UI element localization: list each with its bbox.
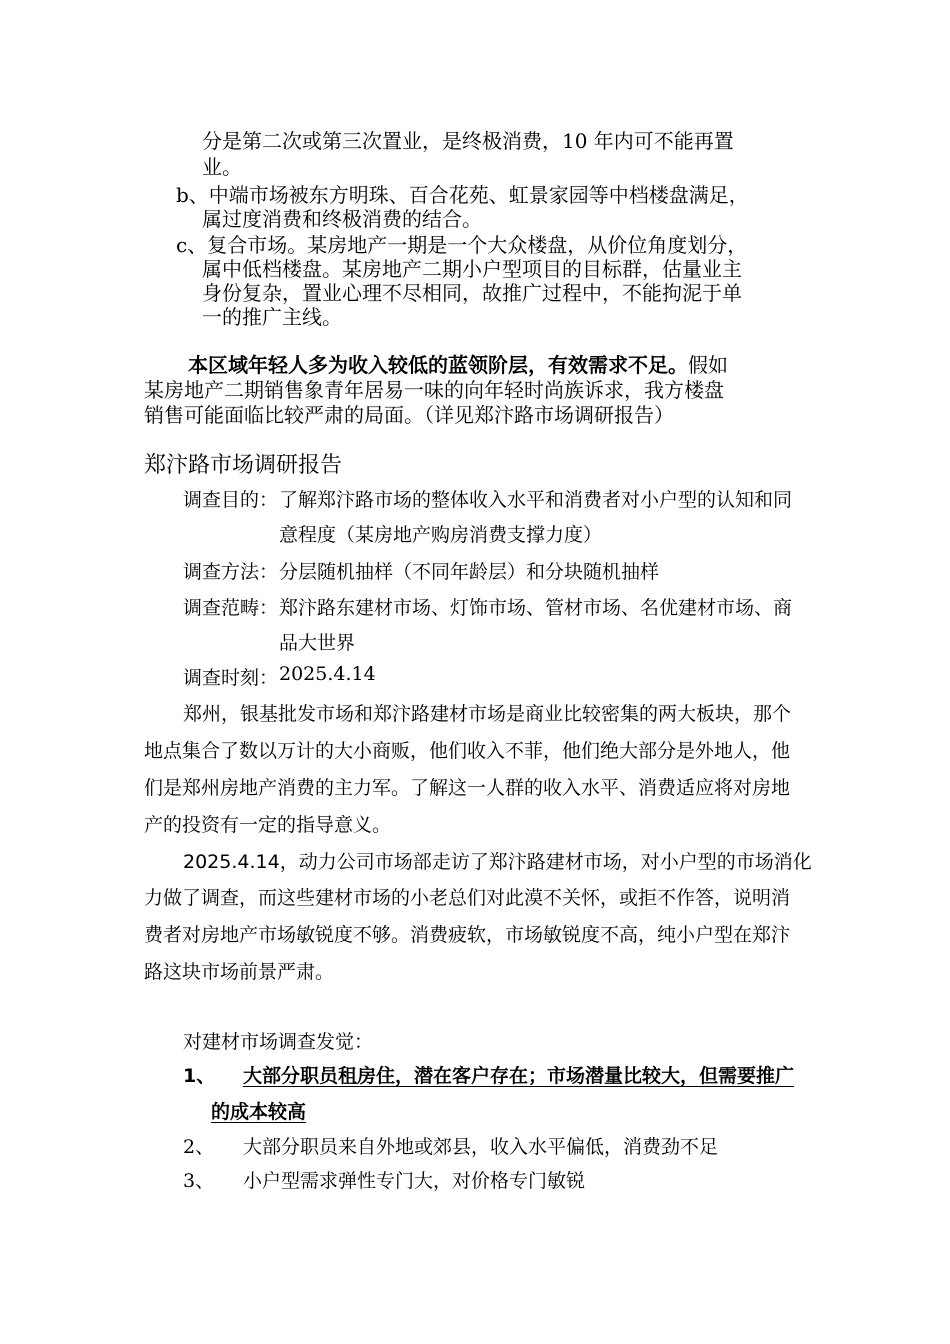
summary-bold-statement: 本区域年轻人多为收入较低的蓝领阶层，有效需求不足。: [188, 353, 688, 377]
finding-1-continuation: 的成本较高: [211, 1101, 307, 1123]
finding-3-text: 小户型需求弹性专门大，对价格专门敏锐: [243, 1170, 586, 1192]
purpose-text-1: 了解郑汴路市场的整体收入水平和消费者对小户型的认知和同: [279, 489, 793, 511]
purpose-label: 调查目的：: [183, 489, 279, 511]
para2-line-2: 力做了调查，而这些建材市场的小老总们对此漠不关怀，或拒不作答，说明消: [144, 887, 791, 909]
para1-line-4: 产的投资有一定的指导意义。: [144, 814, 392, 836]
item-c-continuation-1: 属中低档楼盘。某房地产二期小户型项目的目标群，估量业主: [202, 257, 742, 281]
item-c-continuation-3: 一的推广主线。: [202, 305, 342, 329]
para2-line-3: 费者对房地产市场敏锐度不够。消费疲软，市场敏锐度不高，纯小户型在郑汴: [144, 924, 791, 946]
scope-label: 调查范畴：: [183, 597, 279, 619]
summary-line-3: 销售可能面临比较严肃的局面。（详见郑汴路市场调研报告）: [144, 403, 674, 427]
item-b-continuation: 属过度消费和终极消费的结合。: [202, 207, 482, 231]
item-b-heading: b、中端市场被东方明珠、百合花苑、虹景家园等中档楼盘满足，: [176, 183, 749, 207]
scope-text-1: 郑汴路东建材市场、灯饰市场、管材市场、名优建材市场、商: [279, 597, 793, 619]
item-c-heading: c、复合市场。某房地产一期是一个大众楼盘，从价位角度划分，: [176, 233, 748, 257]
finding-1-number: 1、: [183, 1065, 216, 1087]
time-text: 2025.4.14: [279, 663, 376, 685]
para2-line-1: 2025.4.14，动力公司市场部走访了郑汴路建材市场，对小户型的市场消化: [183, 851, 812, 873]
finding-3-number: 3、: [183, 1170, 215, 1192]
summary-line-1-rest: 假如: [688, 353, 728, 377]
item-a-continuation-2: 业。: [202, 155, 242, 179]
method-label: 调查方法：: [183, 561, 279, 583]
item-a-continuation-1: 分是第二次或第三次置业，是终极消费，10 年内可不能再置: [202, 129, 734, 153]
item-c-continuation-2: 身份复杂，置业心理不尽相同，故推广过程中，不能拘泥于单: [202, 281, 742, 305]
time-label: 调查时刻：: [183, 667, 279, 689]
method-text: 分层随机抽样（不同年龄层）和分块随机抽样: [279, 561, 660, 583]
finding-1-text: 大部分职员租房住，潜在客户存在；市场潜量比较大，但需要推广: [243, 1065, 795, 1087]
para1-line-2: 地点集合了数以万计的大小商贩，他们收入不菲，他们绝大部分是外地人，他: [144, 740, 791, 762]
para1-line-1: 郑州，银基批发市场和郑汴路建材市场是商业比较密集的两大板块，那个: [183, 703, 792, 725]
findings-label: 对建材市场调查发觉：: [183, 1031, 374, 1053]
summary-line-2: 某房地产二期销售象青年居易一味的向年轻时尚族诉求，我方楼盘: [144, 378, 724, 402]
scope-text-2: 品大世界: [279, 632, 356, 654]
para1-line-3: 们是郑州房地产消费的主力军。了解这一人群的收入水平、消费适应将对房地: [144, 777, 791, 799]
report-heading: 郑汴路市场调研报告: [144, 453, 343, 478]
para2-line-4: 路这块市场前景严肃。: [144, 961, 335, 983]
finding-2-number: 2、: [183, 1136, 215, 1158]
finding-2-text: 大部分职员来自外地或郊县，收入水平偏低，消费劲不足: [243, 1136, 719, 1158]
purpose-text-2: 意程度（某房地产购房消费支撑力度）: [279, 524, 603, 546]
